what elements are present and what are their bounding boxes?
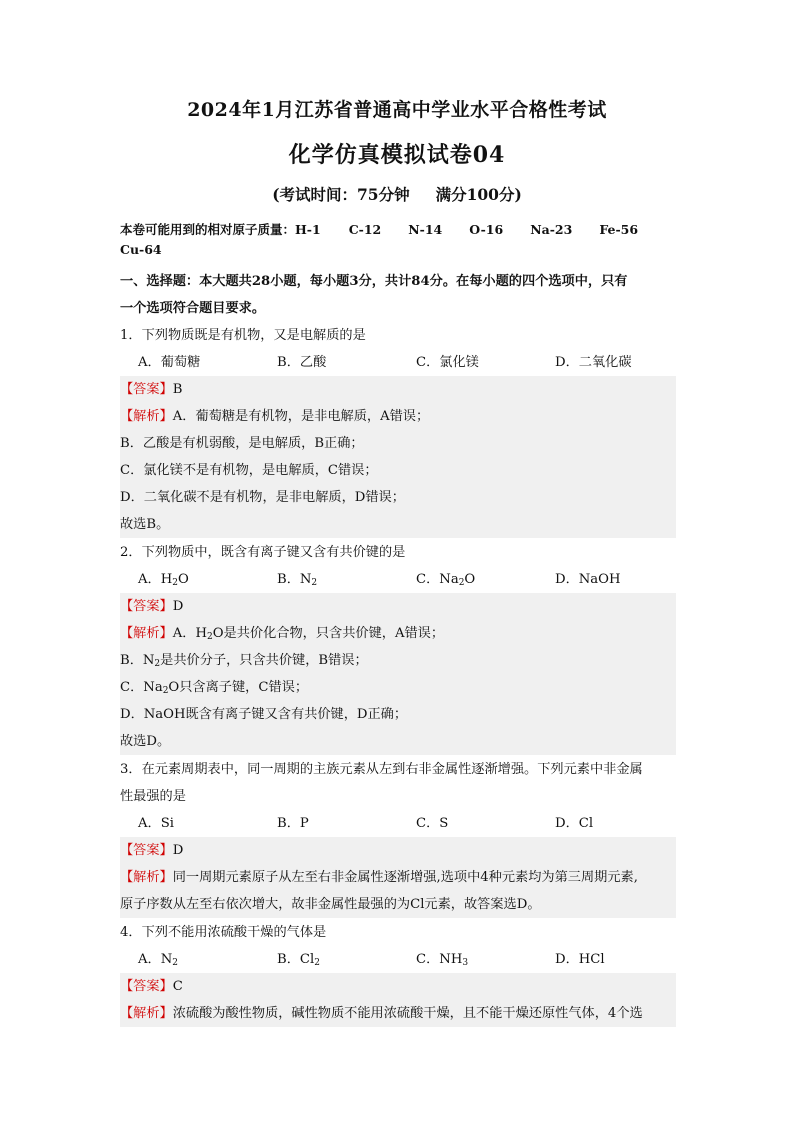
atomic-masses: [120, 220, 680, 260]
question-stem-cont: 性最强的是: [120, 789, 186, 804]
atomic-mass-last: Cu-64: [120, 242, 162, 257]
answer-row: [120, 593, 676, 620]
analysis-row: 原子序数从左至右依次增大，故非金属性最强的为Cl元素，故答案选D。: [120, 891, 676, 918]
answer-label: 【答案】: [120, 599, 173, 614]
analysis-row: [120, 864, 676, 891]
answer-row: [120, 837, 676, 864]
section-heading-cont: 一个选项符合题目要求。: [120, 301, 266, 316]
question-options: [120, 810, 694, 837]
analysis-row: [120, 403, 676, 430]
option-a: A．葡萄糖: [138, 355, 201, 370]
atomic-mass-item: C-12: [348, 222, 382, 237]
analysis-row: C．$Na_2O$只含离子键，C错误；: [120, 674, 676, 701]
option-d: D．HCl: [555, 952, 605, 967]
option-a: A．Si: [138, 816, 174, 831]
exam-time: (考试时间：75分钟: [272, 185, 410, 204]
analysis-row: B．乙酸是有机弱酸，是电解质，B正确；: [120, 430, 676, 457]
atomic-mass-item: N-14: [408, 222, 443, 237]
option-a: A．$N_2$: [138, 952, 178, 968]
exam-title: 2024年1月江苏省普通高中学业水平合格性考试: [187, 99, 607, 121]
analysis-label: 【解析】: [120, 870, 173, 885]
option-b: B．$Cl_2$: [277, 952, 320, 968]
analysis-row: B．$N_2$是共价分子，只含共价键，B错误；: [120, 647, 676, 674]
analysis-text: A．葡萄糖是有机物，是非电解质，A错误；: [172, 409, 430, 424]
question-options: [120, 946, 694, 973]
atomic-mass-lead: 本卷可能用到的相对原子质量：H-1: [120, 222, 321, 237]
option-d: D．NaOH: [555, 572, 621, 587]
option-c: C．$NH_3$: [416, 952, 469, 968]
analysis-row: [120, 1000, 676, 1027]
analysis-label: 【解析】: [120, 409, 173, 424]
option-d: D．Cl: [555, 816, 594, 831]
option-a: A．$H_2O$: [138, 572, 189, 588]
option-b: B．乙酸: [277, 355, 327, 370]
analysis-row: 故选B。: [120, 511, 676, 538]
answer-row: [120, 376, 676, 403]
full-score: 满分100分): [435, 185, 522, 204]
analysis-label: 【解析】: [120, 626, 173, 641]
option-d: D．二氧化碳: [555, 355, 632, 370]
atomic-mass-item: Na-23: [530, 222, 573, 237]
analysis-row: C．氯化镁不是有机物，是电解质，C错误；: [120, 457, 676, 484]
analysis-label: 【解析】: [120, 1006, 173, 1021]
analysis-row: 【解析】A．$H_2O$是共价化合物，只含共价键，A错误；: [120, 620, 676, 647]
option-b: B．$N_2$: [277, 572, 318, 588]
answer-value: D: [172, 599, 184, 614]
answer-label: 【答案】: [120, 979, 173, 994]
section-heading: 一、选择题：本大题共28小题，每小题3分，共计84分。在每小题的四个选项中，只有: [120, 274, 628, 289]
answer-label: 【答案】: [120, 843, 173, 858]
option-c: C．S: [416, 816, 449, 831]
exam-info: [0, 183, 794, 205]
option-c: C．$Na_2O$: [416, 572, 476, 588]
question-stem: 3．在元素周期表中，同一周期的主族元素从左到右非金属性逐渐增强。下列元素中非金属: [120, 762, 643, 777]
question-options: [120, 349, 694, 376]
question-stem: 1．下列物质既是有机物，又是电解质的是: [120, 328, 366, 343]
analysis-row: D．二氧化碳不是有机物，是非电解质，D错误；: [120, 484, 676, 511]
paper-title: 化学仿真模拟试卷04: [288, 142, 506, 168]
atomic-mass-item: Fe-56: [599, 222, 639, 237]
answer-value: D: [172, 843, 184, 858]
atomic-mass-item: O-16: [469, 222, 504, 237]
analysis-row: D．NaOH既含有离子键又含有共价键，D正确；: [120, 701, 676, 728]
answer-value: B: [172, 382, 183, 397]
option-c: C．氯化镁: [416, 355, 479, 370]
answer-label: 【答案】: [120, 382, 173, 397]
option-b: B．P: [277, 816, 309, 831]
question-stem: 2．下列物质中，既含有离子键又含有共价键的是: [120, 545, 406, 560]
analysis-row: 故选D。: [120, 728, 676, 755]
answer-row: [120, 973, 676, 1000]
question-options: [120, 566, 694, 593]
answer-value: C: [172, 979, 183, 994]
analysis-text: 浓硫酸为酸性物质，碱性物质不能用浓硫酸干燥，且不能干燥还原性气体，4个选: [172, 1006, 643, 1021]
question-stem: 4．下列不能用浓硫酸干燥的气体是: [120, 925, 327, 940]
analysis-text: 同一周期元素原子从左至右非金属性逐渐增强,选项中4种元素均为第三周期元素,: [172, 870, 638, 885]
